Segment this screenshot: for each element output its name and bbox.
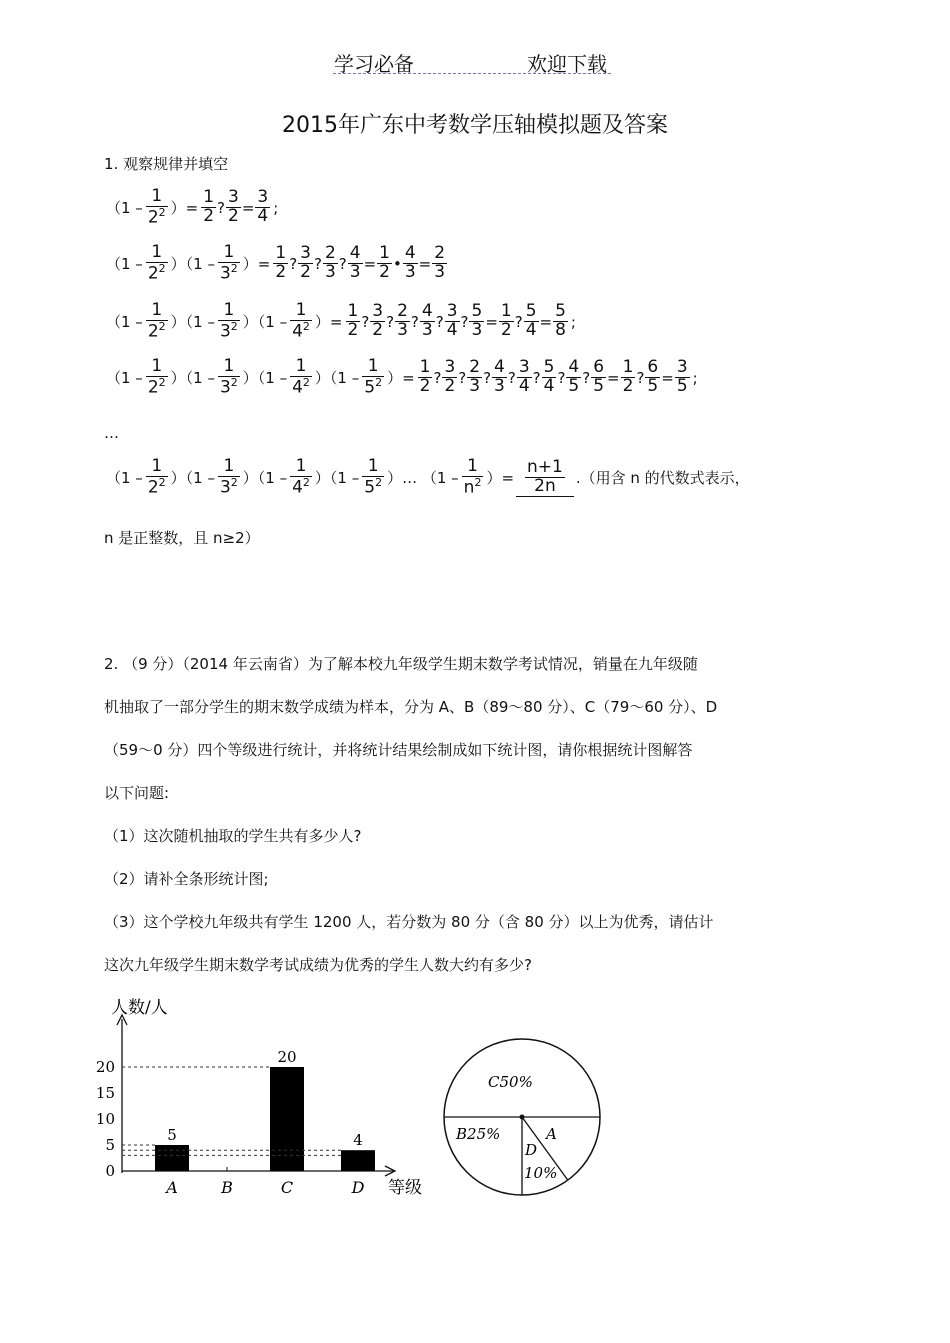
pie-center-dot (520, 1115, 525, 1120)
y-tick-label: 20 (95, 1058, 115, 1076)
q2-sub-3: （3）这个学校九年级共有学生 1200 人，若分数为 80 分（含 80 分）以上为优秀，请估计 (104, 913, 714, 931)
x-tick-label: B (221, 1178, 233, 1197)
q1-ellipsis: … (104, 424, 119, 442)
answer-denominator: 2n (534, 475, 556, 496)
q1-row-general: （1 – $\frac{1}{2^2}$ ）（1 – $\frac{1}{3^2}$ ）（1 – $\frac{1}{4^2}$ ）（1 – $\frac{1}{5^2}$ ）… （1 – $\frac{1}{n^2}$ ）= $\frac{n+1}{2n}$ .（用含 n 的代数式表示， (106, 456, 750, 498)
q1-rule-text-2: n 是正整数，且 n≥2） (104, 529, 260, 547)
y-tick-label: 0 (105, 1162, 115, 1180)
header-left: 学习必备 (334, 52, 414, 76)
q1-row-4: （1 – $\frac{1}{2^2}$ ）（1 – $\frac{1}{3^2}$ ）（1 – $\frac{1}{4^2}$ ）（1 – $\frac{1}{5^2}$ ）= $\frac{1}{2}$ ? $\frac{3}{2}$ ? $\frac{2}{3}$ ? $\frac{4}{3}$ ? $\frac{3}{4}$ ? $\frac{5}{4}$ ? $\frac{4}{5}$ ? $\frac{6}{5}$ = $\frac{1}{2}$ ? $\frac{6}{5}$ = $\frac{3}{5}$ ; (106, 356, 698, 398)
pie-chart (440, 1035, 605, 1200)
q2-sub-1: （1）这次随机抽取的学生共有多少人? (104, 827, 362, 845)
q1-row-3: （1 – $\frac{1}{2^2}$ ）（1 – $\frac{1}{3^2}$ ）（1 – $\frac{1}{4^2}$ ）= $\frac{1}{2}$ ? $\frac{3}{2}$ ? $\frac{2}{3}$ ? $\frac{4}{3}$ ? $\frac{3}{4}$ ? $\frac{5}{3}$ = $\frac{1}{2}$ ? $\frac{5}{4}$ = $\frac{5}{8}$ ; (106, 300, 576, 342)
bar-chart (95, 985, 440, 1200)
q1-answer (516, 456, 574, 497)
header-divider (333, 73, 611, 74)
bar-data-label: 4 (353, 1131, 363, 1150)
q1-rule-text: .（用含 n 的代数式表示， (575, 469, 750, 488)
x-tick-label: D (351, 1178, 365, 1197)
bar-chart-ylabel: 人数/人 (111, 998, 168, 1018)
bar-data-label: 5 (167, 1126, 177, 1144)
q1-row-1: （1 – $\frac{1}{2^2}$ ）= $\frac{1}{2}$ ? $\frac{3}{2}$ = $\frac{3}{4}$ ; (106, 186, 279, 228)
y-tick-label: 15 (95, 1084, 115, 1102)
q2-line-4: 以下问题: (104, 784, 170, 802)
y-tick-label: 10 (95, 1110, 115, 1128)
answer-numerator: n+1 (527, 456, 563, 477)
header-right: 欢迎下载 (527, 52, 607, 76)
q1-row-2: （1 – $\frac{1}{2^2}$ ）（1 – $\frac{1}{3^2}$ ）= $\frac{1}{2}$ ? $\frac{3}{2}$ ? $\frac{2}{3}$ ? $\frac{4}{3}$ = $\frac{1}{2}$ • $\frac{4}{3}$ = $\frac{2}{3}$ (106, 242, 446, 284)
pie-label-a: A (546, 1125, 557, 1143)
q2-sub-3b: 这次九年级学生期末数学考试成绩为优秀的学生人数大约有多少? (104, 956, 532, 974)
pie-label-d-pct: 10% (524, 1164, 558, 1182)
q2-line-3: （59～0 分）四个等级进行统计，并将统计结果绘制成如下统计图，请你根据统计图解答 (104, 741, 693, 759)
x-tick-label: C (280, 1178, 294, 1197)
pie-label-b: B25% (456, 1125, 501, 1143)
pie-label-d: D (525, 1141, 538, 1159)
bar-data-label: 20 (277, 1048, 297, 1066)
q2-line-1: 2. （9 分）（2014 年云南省）为了解本校九年级学生期末数学考试情况，销量在九年级随 (104, 655, 698, 673)
q1-label: 1. 观察规律并填空 (104, 155, 229, 173)
y-tick-label: 5 (105, 1136, 115, 1154)
page-title: 2015年广东中考数学压轴模拟题及答案 (282, 113, 668, 138)
x-tick-label: A (166, 1178, 178, 1197)
bar-A (155, 1145, 189, 1171)
bar-chart-xlabel: 等级 (388, 1178, 422, 1198)
q2-sub-2: （2）请补全条形统计图; (104, 870, 269, 888)
pie-label-c: C50% (488, 1073, 533, 1091)
q2-line-2: 机抽取了一部分学生的期末数学成绩为样本，分为 A、B（89～80 分）、C（79～60 分）、D (104, 698, 718, 716)
bar-D (341, 1150, 375, 1171)
